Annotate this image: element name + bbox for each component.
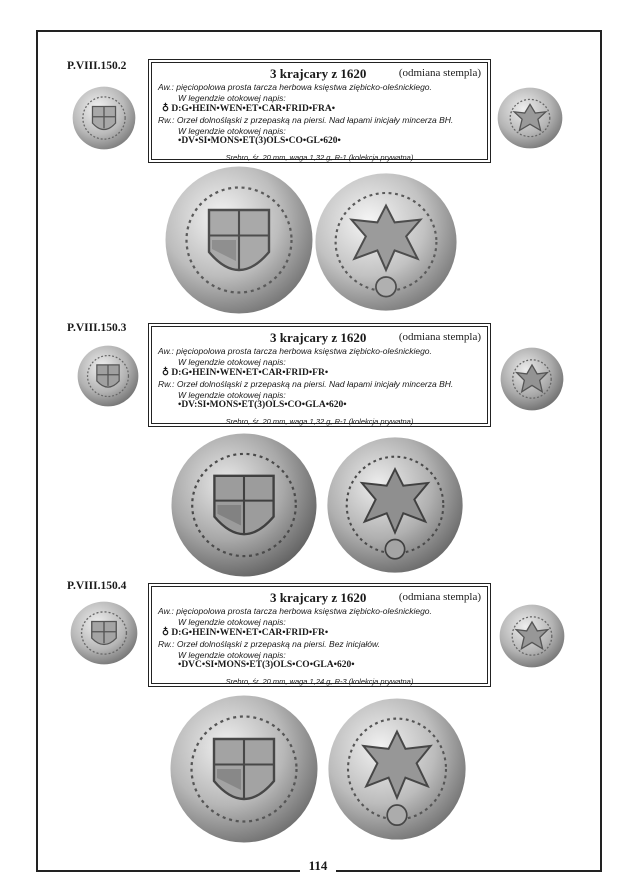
description-box bbox=[148, 583, 491, 687]
coin-reverse-large bbox=[327, 697, 467, 841]
crown-icon: ♁ bbox=[162, 628, 169, 638]
reverse-legend: •DV•SI•MONS•ET(3)OLS•CO•GL•620• bbox=[178, 136, 341, 146]
crown-icon: ♁ bbox=[162, 368, 169, 378]
obverse-label: Aw.: bbox=[158, 82, 174, 92]
coin-metadata: Srebro, śr. 20 mm, waga 1,32 g, R-1 (kolekcja prywatna) bbox=[225, 417, 414, 426]
coin-variant: (odmiana stempla) bbox=[398, 331, 481, 343]
coin-metadata: Srebro, śr. 20 mm, waga 1,32 g, R-1 (kolekcja prywatna) bbox=[225, 153, 414, 162]
coin-reverse-large bbox=[326, 436, 464, 574]
obverse-legend-row bbox=[162, 627, 328, 638]
legend-intro: W legendzie otokowej napis: bbox=[178, 357, 286, 367]
obverse-text: pięciopolowa prosta tarcza herbowa księstwa ziębicko-oleśnickiego. bbox=[176, 606, 432, 616]
coin-title: 3 krajcary z 1620 bbox=[270, 330, 367, 345]
reverse-text: Orzeł dolnośląski z przepaską na piersi. Bez inicjałów. bbox=[176, 639, 381, 649]
reverse-label: Rw.: bbox=[158, 639, 175, 649]
description-box bbox=[148, 59, 491, 163]
reverse-legend: •DVC•SI•MONS•ET(3)OLS•CO•GLA•620• bbox=[178, 660, 355, 670]
coin-variant: (odmiana stempla) bbox=[398, 591, 481, 603]
obverse-legend-row bbox=[162, 103, 335, 114]
reverse-text: Orzeł dolnośląski z przepaską na piersi. Nad łapami inicjały mincerza BH. bbox=[176, 379, 454, 389]
obverse-label: Aw.: bbox=[158, 606, 174, 616]
reverse-legend-intro: W legendzie otokowej napis: bbox=[178, 126, 286, 136]
obverse-legend-row bbox=[162, 367, 328, 378]
coin-reverse-small bbox=[499, 604, 565, 668]
obverse-legend: D:G•HEIN•WEN•ET•CAR•FRID•FR• bbox=[171, 368, 329, 378]
page-number: 114 bbox=[300, 858, 336, 874]
obverse-legend: D:G•HEIN•WEN•ET•CAR•FRID•FR• bbox=[171, 628, 329, 638]
coin-reverse-small bbox=[497, 87, 563, 149]
reverse-text: Orzeł dolnośląski z przepaską na piersi. Nad łapami inicjały mincerza BH. bbox=[176, 115, 454, 125]
description-box bbox=[148, 323, 491, 427]
catalog-id: P.VIII.150.4 bbox=[67, 580, 127, 592]
obverse-legend: D:G•HEIN•WEN•ET•CAR•FRID•FRA• bbox=[171, 104, 336, 114]
reverse-label: Rw.: bbox=[158, 379, 175, 389]
obverse-text: pięciopolowa prosta tarcza herbowa księstwa ziębicko-oleśnickiego. bbox=[176, 346, 432, 356]
coin-variant: (odmiana stempla) bbox=[398, 67, 481, 79]
crown-icon: ♁ bbox=[162, 104, 169, 114]
coin-obverse-small bbox=[72, 86, 136, 150]
reverse-label: Rw.: bbox=[158, 115, 175, 125]
coin-reverse-small bbox=[500, 347, 564, 411]
legend-intro: W legendzie otokowej napis: bbox=[178, 93, 286, 103]
coin-title: 3 krajcary z 1620 bbox=[270, 66, 367, 81]
obverse-text: pięciopolowa prosta tarcza herbowa księstwa ziębicko-oleśnickiego. bbox=[176, 82, 432, 92]
catalog-id: P.VIII.150.2 bbox=[67, 60, 127, 72]
coin-title: 3 krajcary z 1620 bbox=[270, 590, 367, 605]
catalog-id: P.VIII.150.3 bbox=[67, 322, 127, 334]
coin-obverse-small bbox=[77, 345, 139, 407]
coin-obverse-large bbox=[170, 432, 318, 578]
coin-metadata: Srebro, śr. 20 mm, waga 1,24 g, R-3 (kolekcja prywatna) bbox=[225, 677, 414, 686]
coin-obverse-large bbox=[164, 165, 314, 315]
coin-reverse-large bbox=[314, 172, 458, 312]
legend-intro: W legendzie otokowej napis: bbox=[178, 617, 286, 627]
obverse-label: Aw.: bbox=[158, 346, 174, 356]
reverse-legend: •DV:SI•MONS•ET(3)OLS•CO•GLA•620• bbox=[178, 400, 347, 410]
reverse-legend-intro: W legendzie otokowej napis: bbox=[178, 650, 286, 660]
reverse-legend-intro: W legendzie otokowej napis: bbox=[178, 390, 286, 400]
coin-obverse-large bbox=[169, 694, 319, 844]
coin-obverse-small bbox=[70, 601, 138, 665]
